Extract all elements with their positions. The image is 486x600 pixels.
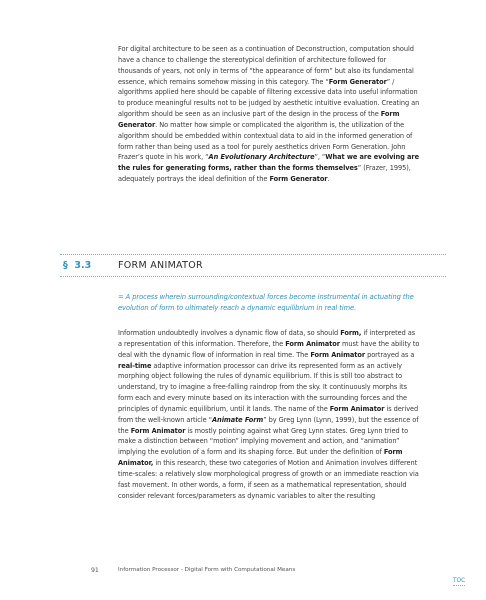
bold-term: Form Animator: [310, 350, 366, 359]
bold-term: Form,: [340, 329, 362, 337]
running-footer-title: Information Processor - Digital Form with Computational Means: [118, 567, 296, 573]
text-run: if interpreted as a representation of this information. Therefore, the: [118, 329, 416, 348]
section-number-value: 3.3: [74, 260, 92, 271]
text-run: ” / algorithms applied here should be capable of filtering excessive data into useful information to produce meaningful results not to be judged by aesthetic intuitive evaluation. Creating an algorithm should be seen as an inclusive part of the design in the process of the: [118, 77, 420, 119]
toc-link[interactable]: TOC: [453, 578, 466, 584]
definition-quote: = A process wherein surrounding/contextual forces become instrumental in actuating the evolution of form to ultimately reach a dynamic equilibrium in real time.: [118, 293, 414, 312]
text-run: must have the ability to deal with the dynamic flow of information in real time. The: [118, 339, 420, 359]
text-run: is derived from the well-known article “: [118, 404, 419, 424]
text-run: ” by Greg Lynn (Lynn, 1999), but the essence of the: [118, 415, 419, 435]
text-run: Information undoubtedly involves a dynamic flow of data, so should: [118, 329, 341, 337]
bold-term: Form Animator,: [118, 448, 403, 468]
text-run: ” (Frazer, 1995), adequately portrays the ideal definition of the: [118, 164, 411, 184]
text-run: . No matter how simple or complicated the algorithm is, the utilization of the algorithm should be embedded within contextual data to aid in the informed generation of form rather than being used as a tool for purely aesthetics driven Form Generation. John Frazer’s quote in his work, “: [118, 120, 413, 162]
bold-italic-term: An Evolutionary Architecture: [208, 153, 315, 162]
bold-term: Form Animator: [285, 339, 340, 348]
bold-term: Form Generator: [118, 110, 400, 129]
text-run: in this research, these two categories of Motion and Animation involves different time-scales: a relatively slow morphological progress of growth or an immediate reaction via fast movement. In other words, a form, if seen as a mathematical representation, should consider relevant forces/parameters as dynamic variables to alter the resulting: [118, 459, 419, 500]
text-run: portrayed as a: [365, 350, 415, 359]
section-divider-top: [60, 254, 446, 255]
section-title: FORM ANIMATOR: [118, 260, 203, 271]
bold-quote: What we are evolving are the rules for generating forms, rather than the forms themselves: [118, 153, 420, 173]
bold-term: Form Generator: [269, 175, 328, 184]
text-run: ”, “: [314, 153, 326, 162]
section-divider-bottom: [60, 276, 446, 277]
section-number: [63, 260, 91, 271]
bold-term: Form Generator: [328, 77, 387, 86]
text-run: For digital architecture to be seen as a continuation of Deconstruction, computation should have a chance to challenge the stereotypical definition of architecture followed for thousands of years, not only in terms of “the appearance of form” but also its fundamental essence, which remains somehow missing in this category. The “: [118, 45, 414, 86]
bold-term: Form Animator: [329, 404, 385, 413]
section-symbol: §: [63, 260, 68, 271]
bold-term: real-time: [118, 361, 152, 370]
text-run: .: [327, 175, 330, 184]
body-paragraph: [118, 328, 420, 502]
text-run: adaptive information processor can drive its represented form as an actively morphing object following the rules of dynamic equilibrium. If this is still too abstract to understand, try to imagine a free-falling raindrop from the sky. It continuously morphs its form each and every minute based on its interaction with the surrounding forces and the principles of dynamic equilibrium, until it lands. The name of the: [118, 361, 407, 413]
page-number: 91: [91, 567, 99, 574]
text-run: is mostly pointing against what Greg Lynn states. Greg Lynn tried to make a distinction between “motion” implying movement and action, and “animation” implying the evolution of a form and its shaping force. But under the definition of: [118, 426, 409, 457]
bold-term: Form Animator: [130, 426, 186, 435]
intro-paragraph: [118, 44, 420, 185]
bold-italic-term: Animate Form: [212, 415, 264, 424]
